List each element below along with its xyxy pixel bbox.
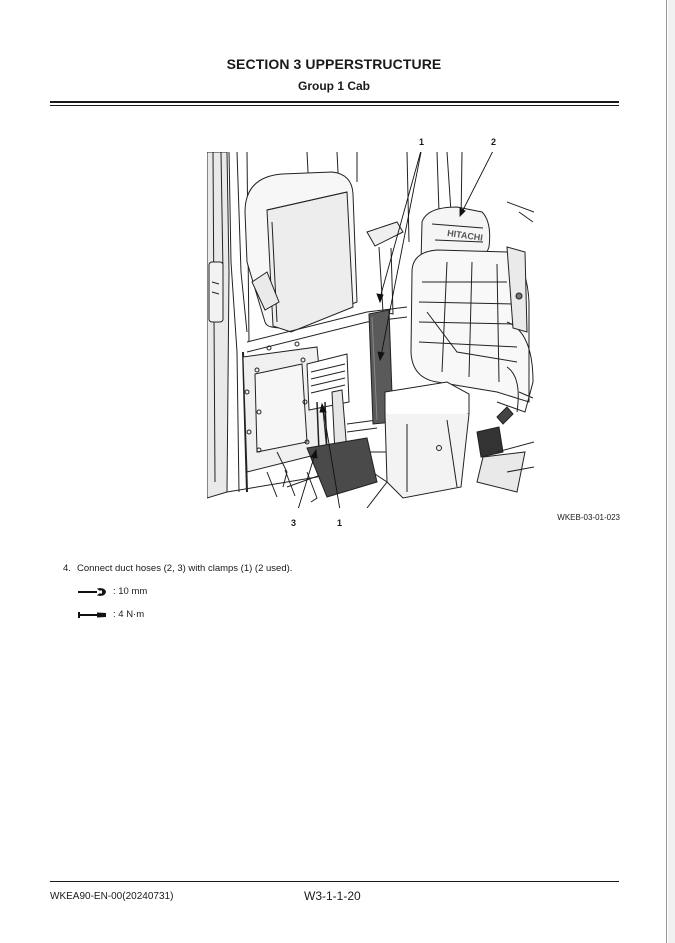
torque-wrench-icon <box>77 610 107 620</box>
figure-code: WKEB-03-01-023 <box>557 513 620 522</box>
step-number: 4. <box>63 563 71 574</box>
seat-brand-text: HITACHI <box>446 227 484 243</box>
wrench-size-text: : 10 mm <box>113 586 148 597</box>
callout-duct-hose-3: 3 <box>291 518 297 528</box>
page-edge <box>666 0 667 943</box>
page-number: W3-1-1-20 <box>304 889 361 903</box>
callout-clamp-top: 1 <box>419 137 425 147</box>
procedure-step <box>63 563 292 574</box>
callout-duct-hose-2: 2 <box>491 137 497 147</box>
document-code: WKEA90-EN-00(20240731) <box>50 891 174 902</box>
section-title: SECTION 3 UPPERSTRUCTURE <box>226 56 442 72</box>
callout-clamp-bottom: 1 <box>337 518 343 528</box>
cab-duct-illustration <box>207 152 534 508</box>
spec-wrench-size <box>77 586 147 597</box>
step-text: Connect duct hoses (2, 3) with clamps (1) (2 used). <box>77 563 293 574</box>
page-edge-margin <box>668 0 675 943</box>
header-rule-thin <box>50 105 619 106</box>
footer-rule <box>50 881 619 882</box>
torque-text: : 4 N·m <box>113 609 145 620</box>
header-rule-thick <box>50 101 619 103</box>
wrench-icon <box>77 587 107 597</box>
group-title: Group 1 Cab <box>297 79 370 93</box>
spec-torque <box>77 609 144 620</box>
